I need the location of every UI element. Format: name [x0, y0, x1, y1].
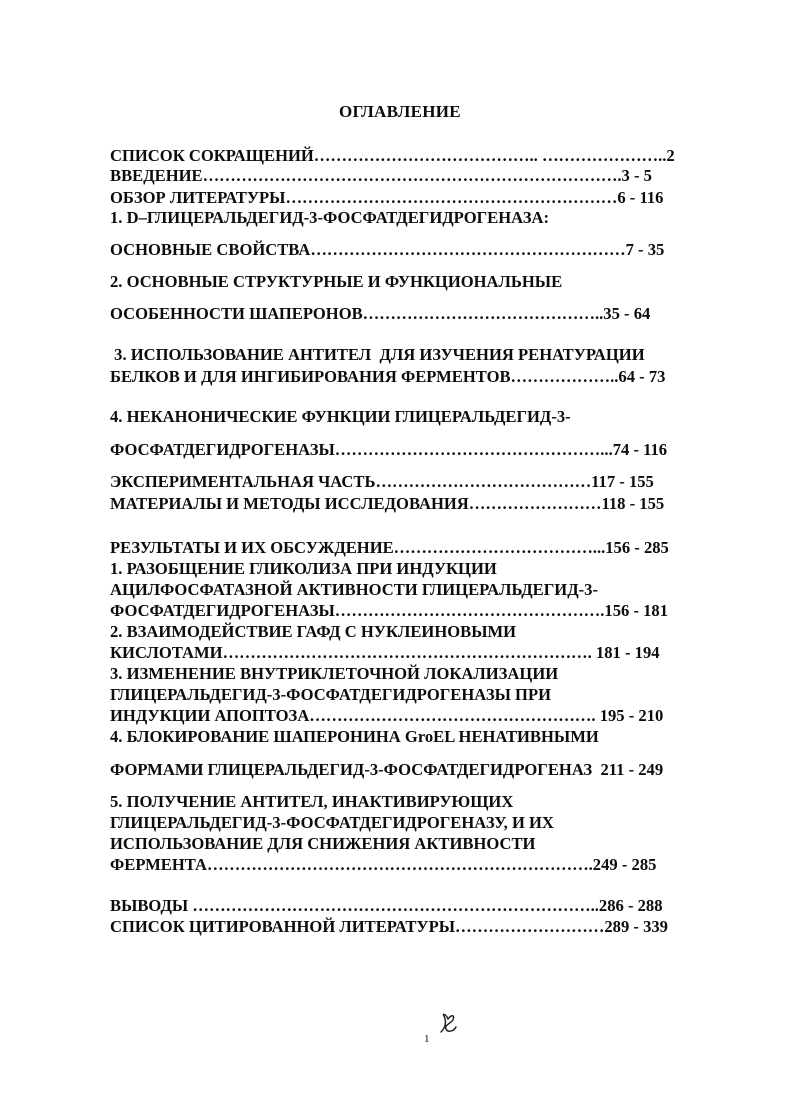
toc-entry-result-2-line-1: 2. ВЗАИМОДЕЙСТВИЕ ГАФД С НУКЛЕИНОВЫМИ: [110, 622, 517, 641]
toc-entry-result-5-line-3: ИСПОЛЬЗОВАНИЕ ДЛЯ СНИЖЕНИЯ АКТИВНОСТИ: [110, 834, 536, 853]
toc-entry-result-1-line-2: АЦИЛФОСФАТАЗНОЙ АКТИВНОСТИ ГЛИЦЕРАЛЬДЕГИД-3-: [110, 580, 598, 599]
page-number: 1: [424, 1033, 430, 1045]
toc-entry-result-5-line-1: 5. ПОЛУЧЕНИЕ АНТИТЕЛ, ИНАКТИВИРУЮЩИХ: [110, 792, 514, 811]
toc-entry-section-2-heading: 2. ОСНОВНЫЕ СТРУКТУРНЫЕ И ФУНКЦИОНАЛЬНЫЕ: [110, 272, 563, 291]
toc-entry-results: РЕЗУЛЬТАТЫ И ИХ ОБСУЖДЕНИЕ………………………………...156 - 285: [110, 538, 669, 557]
toc-entry-result-3-line-1: 3. ИЗМЕНЕНИЕ ВНУТРИКЛЕТОЧНОЙ ЛОКАЛИЗАЦИИ: [110, 664, 559, 683]
toc-entry-conclusions: ВЫВОДЫ ………………………………………………………………..286 - 288: [110, 896, 663, 915]
toc-entry-section-4-heading: 4. НЕКАНОНИЧЕСКИЕ ФУНКЦИИ ГЛИЦЕРАЛЬДЕГИД-3-: [110, 407, 571, 426]
toc-entry-materials-methods: МАТЕРИАЛЫ И МЕТОДЫ ИССЛЕДОВАНИЯ……………………118 - 155: [110, 494, 665, 513]
toc-entry-literature-review: ОБЗОР ЛИТЕРАТУРЫ……………………………………………………6 - 116: [110, 188, 664, 207]
toc-entry-result-4-line-2: ФОРМАМИ ГЛИЦЕРАЛЬДЕГИД-3-ФОСФАТДЕГИДРОГЕНАЗ 211 - 249: [110, 760, 664, 779]
handwritten-mark: [435, 1010, 465, 1040]
toc-entry-references: СПИСОК ЦИТИРОВАННОЙ ЛИТЕРАТУРЫ………………………289 - 339: [110, 917, 668, 936]
toc-entry-result-5-line-4: ФЕРМЕНТА…………………………………………………………….249 - 285: [110, 855, 657, 874]
toc-entry-section-1-heading: 1. D–ГЛИЦЕРАЛЬДЕГИД-3-ФОСФАТДЕГИДРОГЕНАЗА:: [110, 208, 549, 227]
page-title: ОГЛАВЛЕНИЕ: [339, 102, 461, 121]
toc-entry-result-4-line-1: 4. БЛОКИРОВАНИЕ ШАПЕРОНИНА GroEL НЕНАТИВНЫМИ: [110, 727, 599, 746]
toc-entry-section-4-title: ФОСФАТДЕГИДРОГЕНАЗЫ…………………………………………...74 - 116: [110, 440, 668, 459]
toc-entry-result-2-line-2: КИСЛОТАМИ…………………………………………………………. 181 - 194: [110, 643, 660, 662]
toc-entry-section-3-heading: 3. ИСПОЛЬЗОВАНИЕ АНТИТЕЛ ДЛЯ ИЗУЧЕНИЯ РЕНАТУРАЦИИ: [110, 345, 645, 364]
toc-entry-experimental-part: ЭКСПЕРИМЕНТАЛЬНАЯ ЧАСТЬ…………………………………117 - 155: [110, 472, 654, 491]
toc-entry-abbreviations: СПИСОК СОКРАЩЕНИЙ………………………………….. …………………..2: [110, 146, 675, 165]
toc-entry-section-2-title: ОСОБЕННОСТИ ШАПЕРОНОВ……………………………………..35 - 64: [110, 304, 651, 323]
toc-entry-section-1-title: ОСНОВНЫЕ СВОЙСТВА…………………………………………………7 - 35: [110, 240, 665, 259]
toc-entry-result-3-line-3: ИНДУКЦИИ АПОПТОЗА……………………………………………. 195 - 210: [110, 706, 664, 725]
toc-entry-result-5-line-2: ГЛИЦЕРАЛЬДЕГИД-3-ФОСФАТДЕГИДРОГЕНАЗУ, И ИХ: [110, 813, 554, 832]
toc-entry-result-3-line-2: ГЛИЦЕРАЛЬДЕГИД-3-ФОСФАТДЕГИДРОГЕНАЗЫ ПРИ: [110, 685, 551, 704]
toc-entry-result-1-line-1: 1. РАЗОБЩЕНИЕ ГЛИКОЛИЗА ПРИ ИНДУКЦИИ: [110, 559, 497, 578]
toc-entry-result-1-line-3: ФОСФАТДЕГИДРОГЕНАЗЫ………………………………………….156 - 181: [110, 601, 669, 620]
toc-entry-section-3-title: БЕЛКОВ И ДЛЯ ИНГИБИРОВАНИЯ ФЕРМЕНТОВ………………..64 - 73: [110, 367, 666, 386]
toc-entry-introduction: ВВЕДЕНИЕ………………………………………………………………….3 - 5: [110, 166, 652, 185]
